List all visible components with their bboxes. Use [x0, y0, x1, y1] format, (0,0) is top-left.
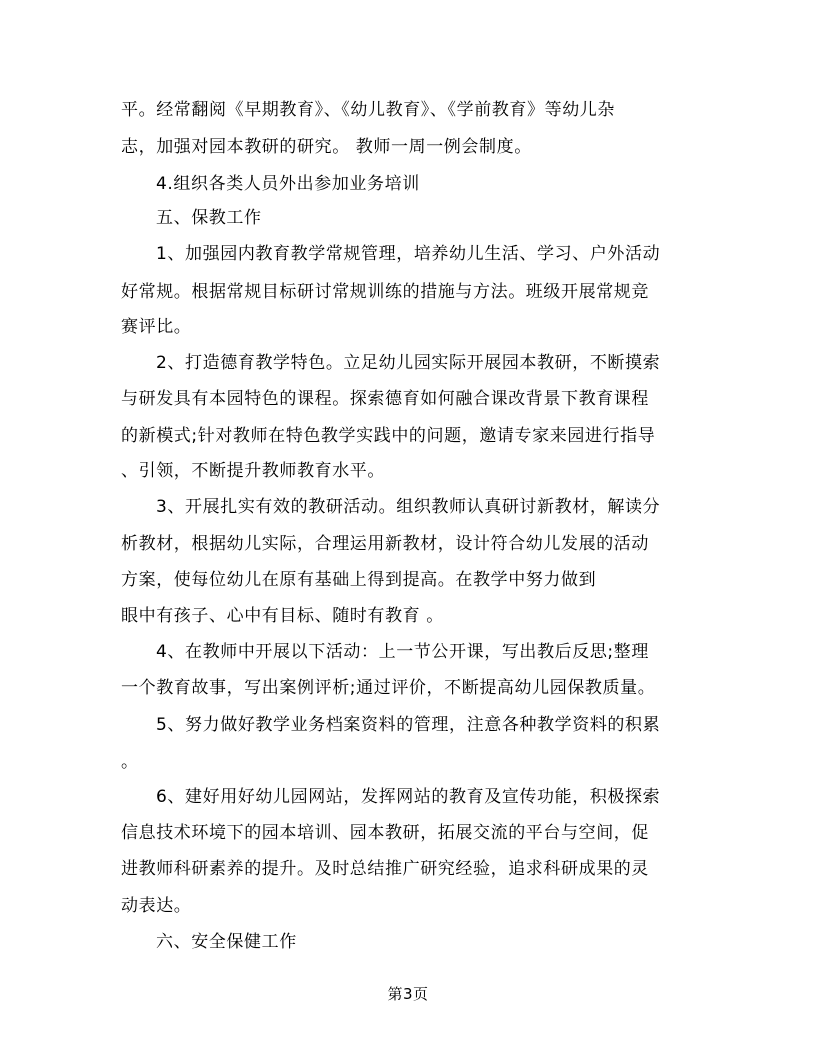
body-line: 动表达。 [121, 896, 192, 916]
body-line: 志，加强对园本教研的研究。 教师一周一例会制度。 [121, 137, 532, 157]
body-line: 一个教育故事，写出案例评析;通过评价，不断提高幼儿园保教质量。 [121, 678, 656, 698]
body-line: 好常规。根据常规目标研讨常规训练的措施与方法。班级开展常规竞 [121, 282, 649, 302]
body-line: 信息技术环境下的园本培训、园本教研，拓展交流的平台与空间，促 [121, 823, 649, 843]
body-line: 平。经常翻阅《早期教育》、《幼儿教育》、《学前教育》等幼儿杂 [121, 100, 615, 120]
body-line: 眼中有孩子、心中有目标、随时有教育 。 [121, 606, 444, 626]
body-line: 、引领，不断提升教师教育水平。 [121, 461, 385, 481]
paragraph-start-line: 1、加强园内教育教学常规管理，培养幼儿生活、学习、户外活动 [156, 244, 661, 264]
paragraph-start-line: 3、开展扎实有效的教研活动。组织教师认真研讨新教材，解读分 [156, 497, 661, 517]
paragraph-start-line: 2、打造德育教学特色。立足幼儿园实际开展园本教研，不断摸索 [156, 353, 661, 373]
body-line: 方案，使每位幼儿在原有基础上得到提高。在教学中努力做到 [121, 570, 597, 590]
body-line: 与研发具有本园特色的课程。探索德育如何融合课改背景下教育课程 [121, 389, 649, 409]
list-item-heading: 4.组织各类人员外出参加业务培训 [156, 174, 420, 194]
paragraph-start-line: 6、建好用好幼儿园网站，发挥网站的教育及宣传功能，积极探索 [156, 787, 661, 807]
body-line: 的新模式;针对教师在特色教学实践中的问题，邀请专家来园进行指导 [121, 426, 656, 446]
section-heading: 五、保教工作 [156, 208, 262, 228]
paragraph-start-line: 4、在教师中开展以下活动：上一节公开课，写出教后反思;整理 [156, 642, 649, 662]
body-line: 赛评比。 [121, 317, 192, 337]
page-number: 第3页 [387, 985, 429, 1003]
paragraph-start-line: 5、努力做好教学业务档案资料的管理，注意各种教学资料的积累 [156, 715, 661, 735]
section-heading: 六、安全保健工作 [156, 932, 297, 952]
body-line: 。 [121, 752, 139, 772]
body-line: 进教师科研素养的提升。及时总结推广研究经验，追求科研成果的灵 [121, 859, 649, 879]
body-line: 析教材，根据幼儿实际，合理运用新教材，设计符合幼儿发展的活动 [121, 534, 649, 554]
